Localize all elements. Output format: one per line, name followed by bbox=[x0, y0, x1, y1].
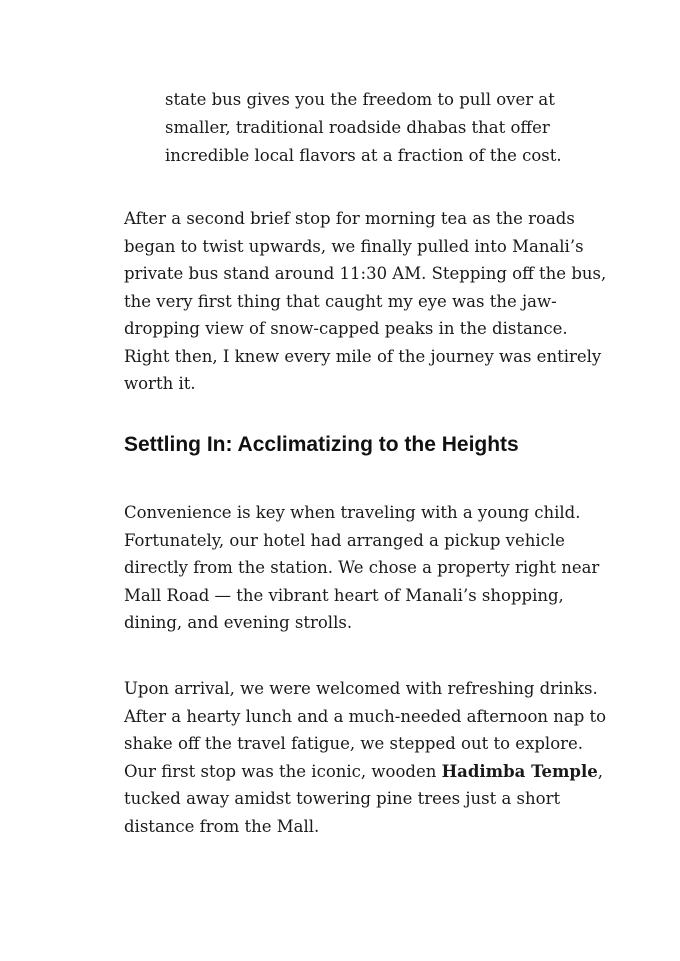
paragraph-line: Upon arrival, we were welcomed with refreshing drinks. bbox=[124, 679, 598, 698]
paragraph-line: Convenience is key when traveling with a young child. bbox=[124, 503, 581, 522]
section-heading: Settling In: Acclimatizing to the Heights bbox=[124, 433, 519, 456]
hadimba-temple-emphasis: Hadimba Temple bbox=[441, 761, 598, 781]
paragraph-line: After a second brief stop for morning tea as the roads bbox=[124, 209, 575, 228]
paragraph-line: Right then, I knew every mile of the journey was entirely bbox=[124, 346, 602, 366]
paragraph-line: shake off the travel fatigue, we stepped out to explore. bbox=[124, 734, 584, 753]
paragraph-hotel bbox=[124, 499, 600, 637]
paragraph-line: distance from the Mall. bbox=[124, 816, 320, 836]
blockquote-line: smaller, traditional roadside dhabas that offer bbox=[165, 118, 550, 137]
paragraph-arrival bbox=[124, 205, 607, 398]
paragraph-line: began to twist upwards, we finally pulled into Manali’s bbox=[124, 236, 584, 256]
paragraph-line bbox=[124, 758, 603, 786]
paragraph-line: directly from the station. We chose a property right near bbox=[124, 558, 600, 577]
paragraph-text: , bbox=[597, 761, 603, 781]
paragraph-line: dropping view of snow-capped peaks in the distance. bbox=[124, 319, 568, 338]
blockquote-line: state bus gives you the freedom to pull over at bbox=[165, 90, 555, 109]
blockquote-line: incredible local flavors at a fraction of the cost. bbox=[165, 146, 562, 165]
paragraph-line: private bus stand around 11:30 AM. Stepping off the bus, bbox=[124, 264, 607, 283]
paragraph-temple bbox=[124, 675, 607, 840]
paragraph-line: worth it. bbox=[124, 374, 196, 393]
paragraph-line: tucked away amidst towering pine trees just a short bbox=[124, 789, 561, 808]
paragraph-line: Fortunately, our hotel had arranged a pickup vehicle bbox=[124, 530, 565, 550]
paragraph-line: the very first thing that caught my eye was the jaw- bbox=[124, 291, 557, 311]
paragraph-line: dining, and evening strolls. bbox=[124, 613, 353, 632]
paragraph-text: Our first stop was the iconic, wooden bbox=[124, 761, 442, 781]
paragraph-line: Mall Road — the vibrant heart of Manali’s shopping, bbox=[124, 585, 564, 605]
blockquote bbox=[165, 86, 585, 170]
paragraph-line: After a hearty lunch and a much-needed afternoon nap to bbox=[124, 706, 607, 726]
